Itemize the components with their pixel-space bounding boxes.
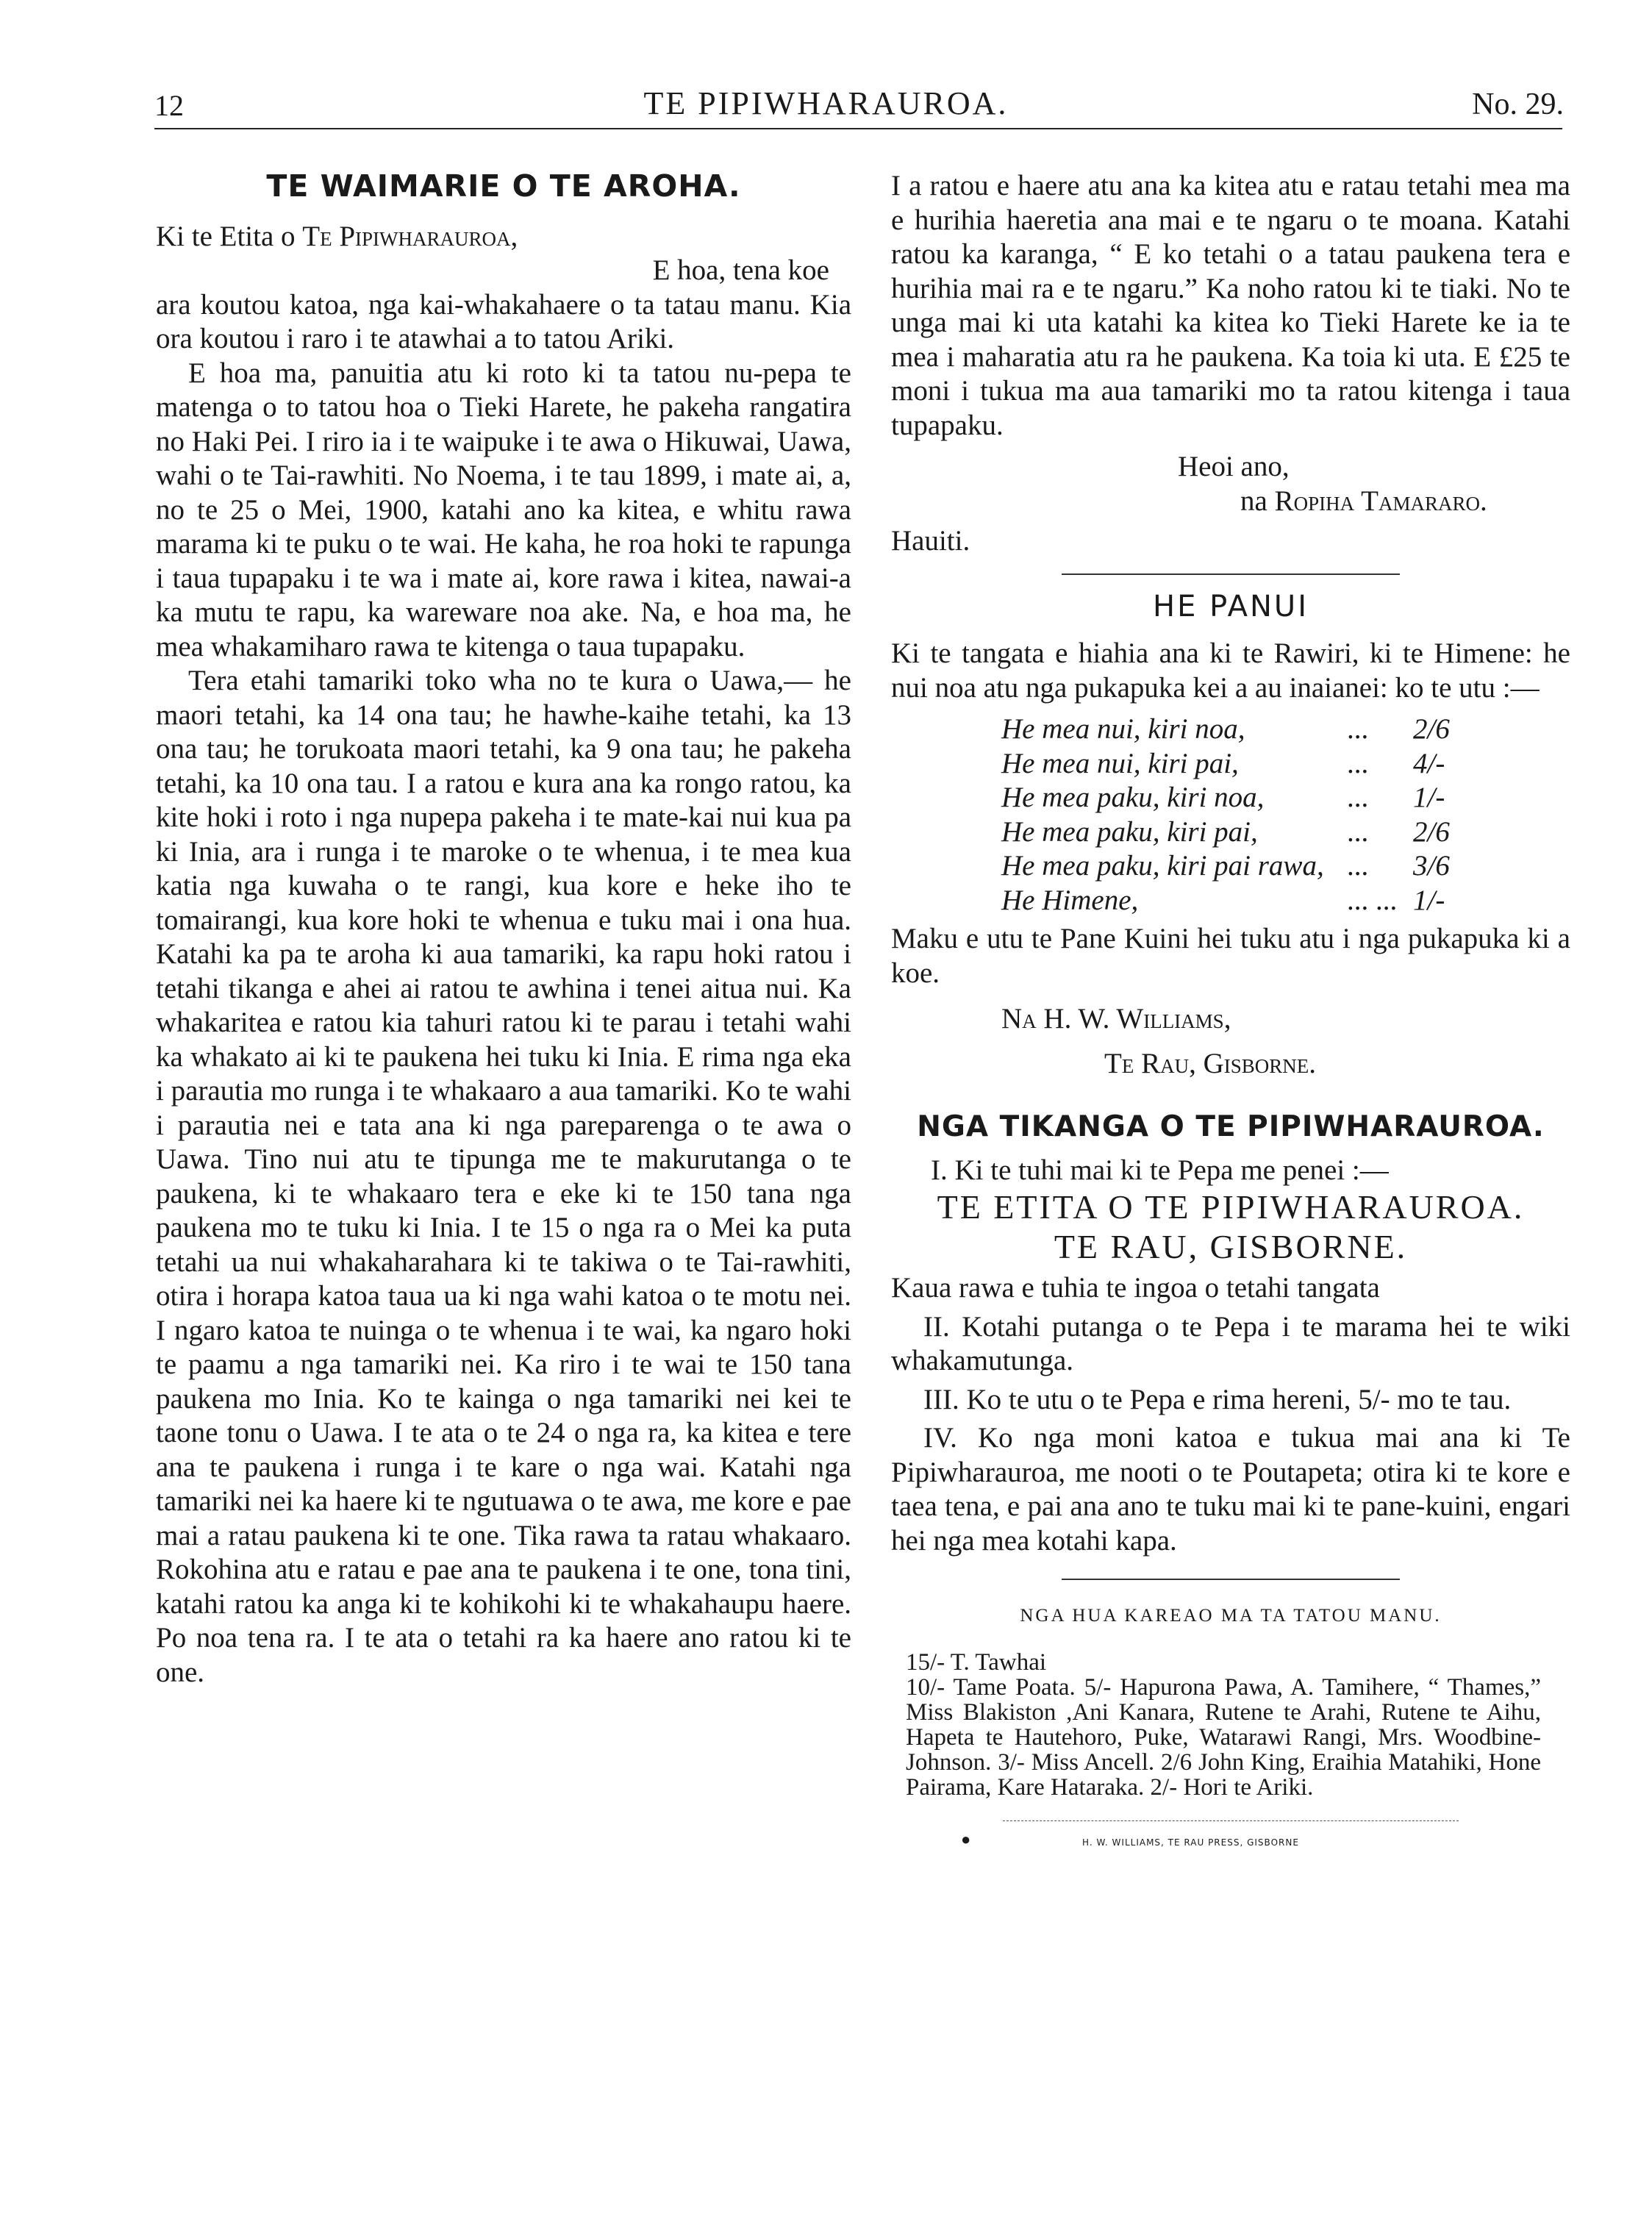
article-title: TE WAIMARIE O TE AROHA. (266, 168, 741, 204)
price-item: He mea paku, kiri pai, (1001, 815, 1258, 848)
notice-signature-2: Te Rau, Gisborne. (1104, 1047, 1317, 1079)
price-value: 2/6 (1413, 713, 1450, 745)
price-dots: ... ... (1347, 884, 1398, 916)
paragraph-3: Tera etahi tamariki toko wha no te kura o Uawa,— he maori tetahi, ka 14 ona tau; he hawhe-kaihe tetahi, ka 13 ona tau; he torukoata maori tetahi, ka 9 ona tau; he pakeha tetahi, ka 10 ona tau. I a ratou e kura ana ka rongo ratou, ka kite hoki i roto i nga nupepa pakeha i te mate-kai nui kua pa ki Inia, ara i runga i te maroke o te whenua, i te mea kua katia nga kuwaha o te rangi, kua kore e heke iho te tomairangi, kua kore hoki te whenua e tuku mai i ona hua. Katahi ka pa te aroha ki aua tamariki, ka rapu hoki ratou i tetahi tikanga e ahei ai ratou te awhina i tenei aitua nui. Ka whakaritea e ratou kia tahuri ratou ki te parau i tetahi wahi ka whakato ai ki te paukena hei tuku ki Inia. E rima nga eka i parautia mo runga i te whakaaro a aua tamariki. Ko te wahi i parautia nei e tata ana ki nga pareparenga o te awa o Uawa. Tino nui atu te tipunga me te makurutanga o te paukena, ki te whakaaro tera e eke ki te 150 tana nga paukena mo te tuku ki Inia. I te 15 o nga ra o Mei ka puta tetahi ua nui whakaharahara ki te takiwa o te Tai-rawhiti, otira i horapa katoa taua ua ki nga wahi katoa o te motu nei. I ngaro katoa te nuinga o te whenua i te wai, ka ngaro hoki te paamu a nga tamariki nei. Ka riro i te wai te 150 tana paukena mo Inia. Ko te kainga o nga tamariki nei kei te taone tonu o Uawa. I te ata o te 24 o nga ra, ka kitea e tere ana te paukena i runga i te kare o nga wai. Katahi nga tamariki nei ka haere ki te ngutuawa o te awa, me kore e pae mai a ratau paukena ki te one. Tika rawa ta ratau whakaaro. Rokohina atu e ratau e pae ana te paukena i te one, tona tini, katahi ratou ka anga ki te kohikohi ki te whakahaupu haere. Po noa tena ra. I te ata o tetahi ra ka haere ano ratou ki te one. (156, 665, 851, 1688)
issue-number: No. 29. (1472, 87, 1564, 121)
price-value: 3/6 (1413, 850, 1450, 882)
price-dots: ... (1347, 850, 1369, 882)
salutation (156, 220, 851, 254)
price-item: He mea paku, kiri pai rawa, (1001, 850, 1324, 882)
price-item: He mea nui, kiri pai, (1001, 747, 1239, 779)
paragraph-1: ara koutou katoa, nga kai-whakahaere o ta tatau manu. Kia ora koutou i raro i te atawhai a to tatou Ariki. (156, 288, 851, 354)
header-rule (154, 128, 1562, 129)
printer-imprint: H. W. WILLIAMS, TE RAU PRESS, GISBORNE (1082, 1837, 1299, 1848)
rule-1-tail: Kaua rawa e tuhia te ingoa o tetahi tangata (891, 1272, 1380, 1304)
price-row (1001, 884, 1570, 918)
notice-title: HE PANUI (1153, 589, 1309, 623)
price-list (1001, 712, 1570, 918)
signoff: Heoi ano, (1178, 451, 1290, 482)
salutation-paper: Te Pipiwharauroa, (302, 220, 518, 252)
salutation-prefix: Ki te Etita o (156, 220, 303, 252)
price-row (1001, 849, 1570, 884)
left-column (156, 169, 851, 1690)
price-item: He Himene, (1001, 884, 1139, 916)
signer-prefix: na (1240, 485, 1275, 517)
donations-title: NGA HUA KAREAO MA TA TATOU MANU. (1020, 1606, 1442, 1626)
bullet-icon: ● (961, 1829, 971, 1848)
masthead-title: TE PIPIWHARAUROA. (643, 85, 1009, 121)
notice-intro: Ki te tangata e hiahia ana ki te Rawiri, ki te Himene: he nui noa atu nga pukapuka kei a au inaianei: ko te utu :— (891, 637, 1570, 704)
notice-tail: Maku e utu te Pane Kuini hei tuku atu i nga pukapuka ki a koe. (891, 923, 1570, 989)
price-dots: ... (1347, 782, 1369, 813)
right-column (891, 169, 1570, 1851)
section-rule (1062, 573, 1400, 575)
price-row (1001, 747, 1570, 782)
price-row (1001, 815, 1570, 850)
price-value: 2/6 (1413, 815, 1450, 848)
rules-title: NGA TIKANGA O TE PIPIWHARAUROA. (917, 1110, 1545, 1143)
price-item: He mea nui, kiri noa, (1001, 713, 1245, 745)
price-dots: ... (1347, 713, 1369, 745)
price-row (1001, 781, 1570, 815)
price-dots: ... (1347, 815, 1369, 848)
price-value: 1/- (1413, 884, 1445, 916)
price-value: 1/- (1413, 782, 1445, 813)
place: Hauiti. (891, 525, 970, 557)
signer (891, 485, 1570, 519)
footer (891, 1821, 1570, 1851)
rule-1-address-line-1: TE ETITA O TE PIPIWHARAUROA. (937, 1188, 1525, 1226)
section-rule (1062, 1579, 1400, 1580)
paragraph-continued: I a ratou e haere atu ana ka kitea atu e ratau tetahi mea ma e hurihia haeretia ana mai e te ngaru o te moana. Katahi ratou ka karanga, “ E ko tetahi o a tatau paukena tera e hurihia mai ra e te ngaru.” Ka noho ratou ki te tiaki. No te unga mai ki uta katahi ka kitea ko Tieki Harete ke ia te mea i maharatia atu ra he paukena. Ka toia ki uta. E £25 te moni i tukua ma aua tamariki mo ta ratou kitenga i taua tupapaku. (891, 170, 1570, 441)
donation-2: 10/- Tame Poata. 5/- Hapurona Pawa, A. Tamihere, “ Thames,” Miss Blakiston ,Ani Kanara, Rutene te Arahi, Rutene te Aihu, Hapeta te Hautehoro, Puke, Watarawi Rangi, Mrs. Woodbine-Johnson. 3/- Miss Ancell. 2/6 John King, Eraihia Matahiki, Hone Pairama, Kare Hataraka. 2/- Hori te Ariki. (906, 1673, 1541, 1801)
price-value: 4/- (1413, 747, 1445, 779)
price-row (1001, 712, 1570, 747)
greeting: E hoa, tena koe (652, 254, 829, 286)
rule-2: II. Kotahi putanga o te Pepa i te marama hei te wiki whakamutunga. (891, 1310, 1570, 1376)
rule-1-address-line-2: TE RAU, GISBORNE. (1054, 1228, 1408, 1265)
price-dots: ... (1347, 747, 1369, 779)
paragraph-2: E hoa ma, panuitia atu ki roto ki ta tatou nu-pepa te matenga o to tatou hoa o Tieki Harete, he pakeha rangatira no Haki Pei. I riro ia i te waipuke i te awa o Hikuwai, Uawa, wahi o te Tai-rawhiti. No Noema, i te tau 1899, i mate ai, a, no te 25 o Mei, 1900, katahi ano ka kitea, e whitu rawa marama ki te puku o te wai. He kaha, he roa hoki te rapunga i taua tupapaku i te wa i mate ai, kore rawa i kitea, nawai-a ka mutu te rapu, ka wareware noa ake. Na, e hoa ma, he mea whakamiharo rawa te kitenga o taua tupapaku. (156, 357, 851, 662)
price-item: He mea paku, kiri noa, (1001, 782, 1265, 813)
page-number: 12 (154, 89, 184, 122)
notice-signature-1: Na H. W. Williams, (1001, 1003, 1231, 1034)
rule-1: I. Ki te tuhi mai ki te Pepa me penei :— (931, 1154, 1389, 1186)
signer-name: Ropiha Tamararo. (1274, 485, 1487, 517)
rule-4: IV. Ko nga moni katoa e tukua mai ana ki Te Pipiwharauroa, me nooti o te Poutapeta; otira ki te kore e taea tena, e pai ana ano te tuku mai ki te pane-kuini, engari hei nga mea kotahi kapa. (891, 1422, 1570, 1557)
donation-1: 15/- T. Tawhai (906, 1648, 1047, 1676)
rule-3: III. Ko te utu o te Pepa e rima hereni, 5/- mo te tau. (923, 1383, 1512, 1415)
